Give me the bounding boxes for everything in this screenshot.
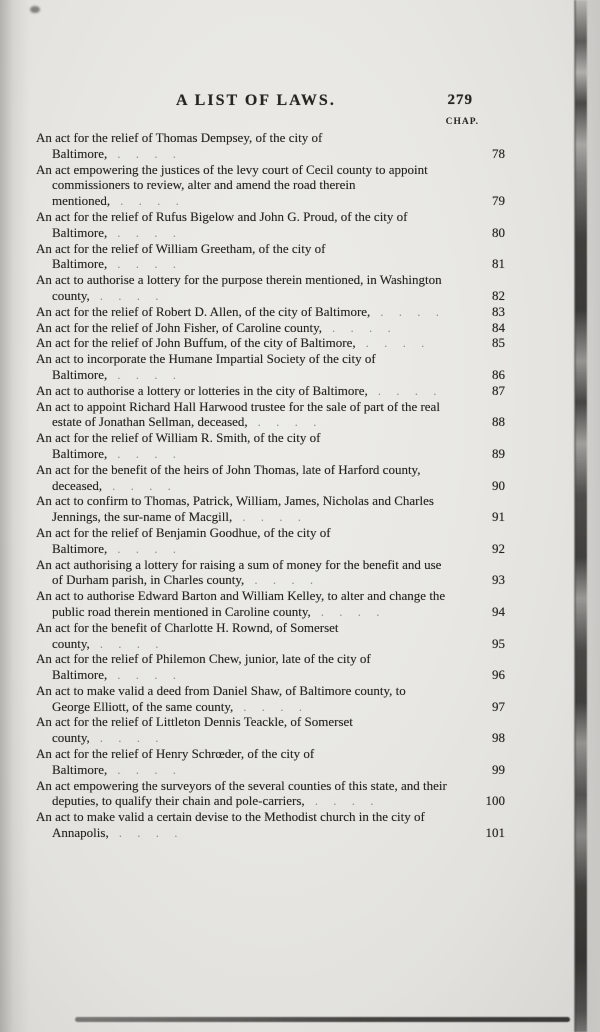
- law-entry-text: An act to make valid a deed from Daniel Shaw, of Baltimore county, to George Elliott, of the same county,: [36, 682, 406, 714]
- chapter-number: 92: [492, 540, 505, 556]
- dot-leader: . . . .: [314, 793, 380, 809]
- chapter-number: 82: [492, 287, 505, 303]
- dot-leader: . . . .: [117, 540, 182, 556]
- dot-leader: . . . .: [257, 414, 323, 430]
- law-entry-text: An act for the relief of Rufus Bigelow and John G. Proud, of the city of Baltimore,: [36, 208, 408, 240]
- dot-leader: . . . .: [99, 730, 165, 746]
- law-entry: [36, 430, 505, 462]
- dot-leader: . . . .: [243, 698, 308, 714]
- chapter-number: 101: [485, 825, 505, 841]
- chapter-number: 99: [492, 761, 505, 777]
- law-entry: [36, 651, 505, 683]
- law-entry-text: An act for the benefit of the heirs of John Thomas, late of Harford county, deceased,: [36, 461, 421, 493]
- law-entry-text: An act to confirm to Thomas, Patrick, William, James, Nicholas and Charles Jennings, the sur-name of Macgill,: [36, 493, 434, 525]
- law-entry: [36, 746, 505, 778]
- law-entry: [36, 320, 505, 336]
- chapter-column-header: CHAP.: [445, 117, 479, 127]
- law-entry: [36, 162, 505, 209]
- chapter-number: 95: [492, 635, 505, 651]
- dot-leader: . . . .: [117, 667, 182, 683]
- page-title: A LIST OF LAWS.: [176, 92, 336, 109]
- law-entry: [36, 351, 505, 383]
- page-header: [36, 92, 505, 116]
- dot-leader: . . . .: [332, 319, 397, 335]
- law-entry-text: An act for the relief of Thomas Dempsey, of the city of Baltimore,: [36, 130, 323, 161]
- chapter-number: 90: [492, 477, 505, 493]
- law-entry: [36, 588, 505, 620]
- law-entry-text: An act for the relief of John Fisher, of Caroline county,: [36, 319, 322, 335]
- ink-smudge-top-left: [30, 6, 40, 13]
- chapter-number: 93: [492, 572, 505, 588]
- dot-leader: . . . .: [120, 193, 185, 209]
- chapter-number: 88: [492, 414, 505, 430]
- law-entry-text: An act for the relief of John Buffum, of the city of Baltimore,: [36, 335, 356, 351]
- dot-leader: . . . .: [117, 761, 182, 777]
- dot-leader: . . . .: [117, 145, 182, 161]
- chapter-number: 85: [492, 335, 505, 351]
- law-entry: [36, 241, 505, 273]
- page-content: [36, 92, 505, 841]
- law-entry-text: An act empowering the surveyors of the several counties of this state, and their deputies, to qualify their chain and pole-carriers,: [36, 777, 447, 809]
- binding-shadow-right: [575, 0, 587, 1032]
- chapter-number: 96: [492, 667, 505, 683]
- page-left-edge-shadow: [0, 0, 30, 1032]
- chapter-number: 97: [492, 698, 505, 714]
- page-bottom-edge: [75, 1017, 570, 1022]
- chapter-number: 87: [492, 382, 505, 398]
- law-entry: [36, 130, 505, 162]
- law-entry-text: An act to authorise Edward Barton and William Kelley, to alter and change the public road therein mentioned in Caroline county,: [36, 588, 446, 619]
- dot-leader: . . . .: [117, 366, 182, 382]
- dot-leader: . . . .: [99, 635, 165, 651]
- law-entry: [36, 778, 505, 810]
- law-entry: [36, 272, 505, 304]
- law-entry-text: An act to make valid a certain devise to the Methodist church in the city of Annapolis,: [36, 809, 425, 841]
- law-entry-text: An act for the relief of William Greetham, of the city of Baltimore,: [36, 240, 326, 272]
- law-entry-text: An act to incorporate the Humane Impartial Society of the city of Baltimore,: [36, 351, 376, 382]
- page-number: 279: [447, 92, 473, 108]
- law-entry: [36, 620, 505, 652]
- chapter-number: 89: [492, 445, 505, 461]
- law-entry: [36, 809, 505, 841]
- chapter-number: 81: [492, 256, 505, 272]
- dot-leader: . . . .: [117, 256, 182, 272]
- dot-leader: . . . .: [118, 825, 184, 841]
- chapter-number: 83: [492, 303, 505, 319]
- law-entry-text: An act to authorise a lottery or lotteries in the city of Baltimore,: [36, 382, 368, 398]
- dot-leader: . . . .: [112, 477, 177, 493]
- dot-leader: . . . .: [117, 445, 182, 461]
- law-entry-text: An act authorising a lottery for raising a sum of money for the benefit and use of Durham parish, in Charles county,: [36, 556, 442, 588]
- law-entry: [36, 209, 505, 241]
- dot-leader: . . . .: [254, 572, 320, 588]
- dot-leader: . . . .: [377, 382, 443, 398]
- law-entry-text: An act empowering the justices of the levy court of Cecil county to appoint commissioners to review, alter and amend the road therein mentioned,: [36, 161, 428, 209]
- law-entry-text: An act to appoint Richard Hall Harwood trustee for the sale of part of the real estate of Jonathan Sellman, deceased,: [36, 398, 440, 430]
- dot-leader: . . . .: [320, 603, 386, 619]
- law-entry: [36, 399, 505, 431]
- law-entry: [36, 383, 505, 399]
- dot-leader: . . . .: [117, 224, 182, 240]
- law-entry-text: An act to authorise a lottery for the purpose therein mentioned, in Washington county,: [36, 272, 442, 303]
- dot-leader: . . . .: [242, 509, 308, 525]
- chapter-number: 98: [492, 730, 505, 746]
- law-entry: [36, 557, 505, 589]
- law-entry: [36, 714, 505, 746]
- dot-leader: . . . .: [365, 335, 431, 351]
- law-entry-text: An act for the relief of Robert D. Allen, of the city of Baltimore,: [36, 303, 371, 319]
- chapter-number: 84: [492, 319, 505, 335]
- chapter-number: 94: [492, 603, 505, 619]
- chapter-number: 78: [492, 145, 505, 161]
- chapter-number: 100: [485, 793, 505, 809]
- chapter-number: 80: [492, 224, 505, 240]
- law-entry-text: An act for the relief of Littleton Dennis Teackle, of Somerset county,: [36, 714, 353, 746]
- law-entry: [36, 493, 505, 525]
- law-entry-text: An act for the benefit of Charlotte H. Rownd, of Somerset county,: [36, 619, 339, 651]
- law-entry: [36, 335, 505, 351]
- law-entry-text: An act for the relief of Benjamin Goodhue, of the city of Baltimore,: [36, 524, 331, 556]
- law-entry: [36, 525, 505, 557]
- law-entry-text: An act for the relief of William R. Smith, of the city of Baltimore,: [36, 430, 321, 461]
- law-entry-text: An act for the relief of Henry Schrœder, of the city of Baltimore,: [36, 746, 315, 777]
- page-right-margin: [587, 0, 600, 1032]
- law-entry: [36, 304, 505, 320]
- law-entries: [36, 130, 505, 841]
- law-entry: [36, 462, 505, 494]
- dot-leader: . . . .: [380, 303, 446, 319]
- dot-leader: . . . .: [99, 287, 165, 303]
- chapter-number: 86: [492, 366, 505, 382]
- chapter-number: 79: [492, 193, 505, 209]
- chapter-number: 91: [492, 509, 505, 525]
- law-entry-text: An act for the relief of Philemon Chew, junior, late of the city of Baltimore,: [36, 651, 371, 683]
- law-entry: [36, 683, 505, 715]
